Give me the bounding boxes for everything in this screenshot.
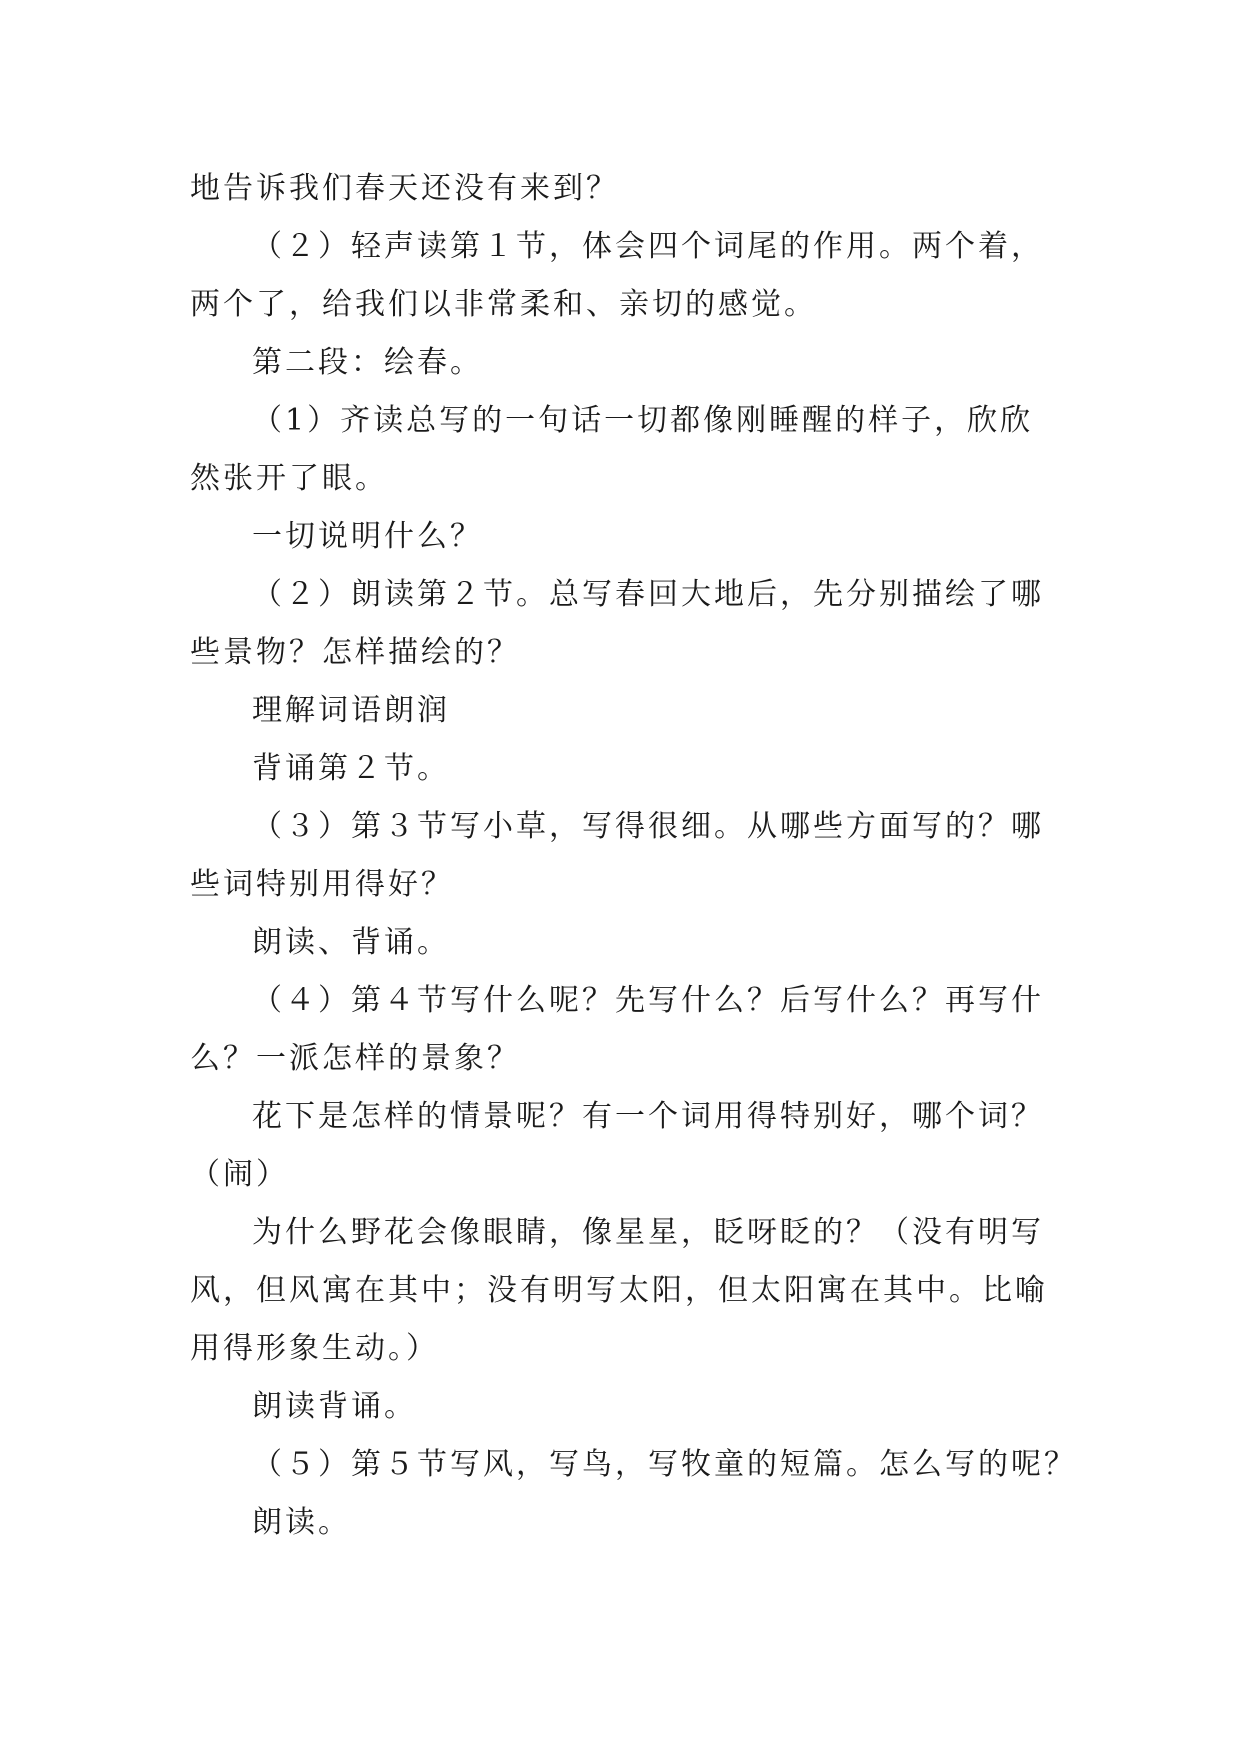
text-line: 朗读背诵。 <box>252 1389 417 1424</box>
text-line: 些词特别用得好？ <box>190 867 454 902</box>
text-line: 第二段：绘春。 <box>252 345 483 380</box>
text-line: 用得形象生动。） <box>190 1331 439 1366</box>
text-line: 朗读。 <box>252 1505 351 1540</box>
text-line: 背诵第２节。 <box>252 751 450 786</box>
text-line: 为什么野花会像眼睛，像星星，眨呀眨的？（没有明写 <box>252 1215 1044 1250</box>
text-line: 朗读、背诵。 <box>252 925 450 960</box>
text-line: （４）第４节写什么呢？先写什么？后写什么？再写什 <box>252 983 1044 1018</box>
text-line: 理解词语朗润 <box>252 693 450 728</box>
text-line: 风，但风寓在其中；没有明写太阳，但太阳寓在其中。比喻 <box>190 1273 1048 1308</box>
text-line: 些景物？怎样描绘的？ <box>190 635 520 670</box>
text-line: 一切说明什么？ <box>252 519 483 554</box>
text-line: （1）齐读总写的一句话一切都像刚睡醒的样子，欣欣 <box>252 403 1034 438</box>
text-line: （５）第５节写风，写鸟，写牧童的短篇。怎么写的呢？ <box>252 1447 1077 1482</box>
text-line: 两个了，给我们以非常柔和、亲切的感觉。 <box>190 287 817 322</box>
document-page <box>190 160 1077 1552</box>
text-line: （２）轻声读第１节，体会四个词尾的作用。两个着， <box>252 229 1044 264</box>
text-line: （３）第３节写小草，写得很细。从哪些方面写的？哪 <box>252 809 1044 844</box>
text-line: 花下是怎样的情景呢？有一个词用得特别好，哪个词？ <box>252 1099 1044 1134</box>
text-line: 么？一派怎样的景象？ <box>190 1041 520 1076</box>
text-line: 然张开了眼。 <box>190 461 388 496</box>
text-line: （２）朗读第２节。总写春回大地后，先分别描绘了哪 <box>252 577 1044 612</box>
text-line: （闹） <box>190 1157 289 1192</box>
text-line: 地告诉我们春天还没有来到？ <box>190 171 619 206</box>
